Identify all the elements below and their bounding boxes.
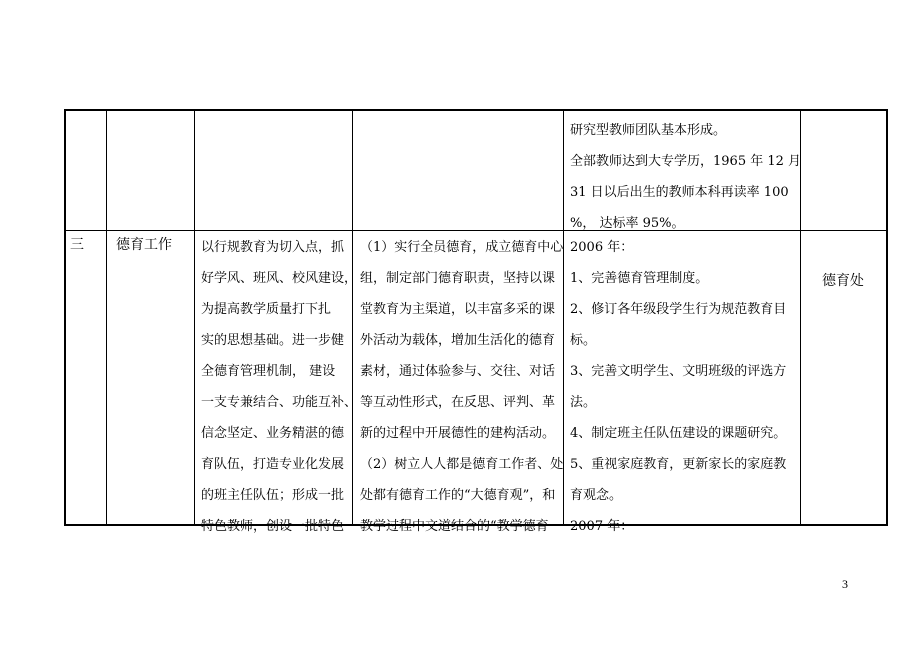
text-line: 等互动性形式，在反思、评判、革 <box>360 395 556 410</box>
text-line: 研究型教师团队基本形成。 <box>570 123 727 138</box>
text-line: 31 日以后出生的教师本科再读率 100 <box>570 185 789 200</box>
row-number: 三 <box>70 237 84 253</box>
text-line: 以行规教育为切入点，抓 <box>201 240 345 255</box>
text-line: 3、完善文明学生、文明班级的评选方 <box>570 364 787 379</box>
text-line: 组，制定部门德育职责，坚持以课 <box>360 271 556 286</box>
text-line: %， 达标率 95%。 <box>570 216 685 231</box>
text-line: 2006 年： <box>570 240 634 255</box>
text-line: 新的过程中开展德性的建构活动。 <box>360 426 556 441</box>
text-line: 信念坚定、业务精湛的德 <box>201 426 345 441</box>
text-line: 全德育管理机制， 建设 <box>201 364 336 379</box>
measure-cell <box>360 238 563 548</box>
text-line: 法。 <box>570 395 597 410</box>
progress-cell <box>570 238 786 548</box>
text-line: 4、制定班主任队伍建设的课题研究。 <box>570 426 787 441</box>
text-line: 5、重视家庭教育，更新家长的家庭教 <box>570 457 787 472</box>
text-line: （2）树立人人都是德育工作者、处 <box>360 457 564 472</box>
row-item-title: 德育工作 <box>116 237 172 253</box>
text-line: 标。 <box>570 333 597 348</box>
text-line: 素材，通过体验参与、交往、对话 <box>360 364 556 379</box>
text-line: 的班主任队伍；形成一批 <box>201 488 345 503</box>
text-line: （1）实行全员德育，成立德育中心 <box>360 240 564 255</box>
text-line: 实的思想基础。进一步健 <box>201 333 345 348</box>
text-line: 处都有德育工作的“大德育观”，和 <box>360 488 556 503</box>
col-border-6 <box>886 109 888 526</box>
text-line: 好学风、班风、校风建设， <box>201 271 358 286</box>
col-border-2 <box>194 109 195 526</box>
responsible-dept: 德育处 <box>822 273 864 289</box>
text-line: 2007 年： <box>570 519 634 534</box>
text-line: 特色教师，创设一批特色 <box>201 519 345 534</box>
table-top-border <box>64 109 888 111</box>
text-line: 一支专兼结合、功能互补、 <box>201 395 358 410</box>
text-line: 2、修订各年级段学生行为规范教育目 <box>570 302 787 317</box>
text-line: 育队伍，打造专业化发展 <box>201 457 345 472</box>
text-line: 堂教育为主渠道，以丰富多采的课 <box>360 302 556 317</box>
text-line: 育观念。 <box>570 488 623 503</box>
text-line: 全部教师达到大专学历，1965 年 12 月 <box>570 154 802 169</box>
text-line: 1、完善德育管理制度。 <box>570 271 709 286</box>
text-line: 外活动为载体，增加生活化的德育 <box>360 333 556 348</box>
goal-cell <box>201 238 357 548</box>
continued-progress-cell <box>570 121 801 245</box>
page-number: 3 <box>842 577 848 591</box>
col-border-1 <box>106 109 107 526</box>
col-border-0 <box>64 109 66 526</box>
text-line: 为提高教学质量打下扎 <box>201 302 332 317</box>
text-line: 教学过程中文道结合的“教学德育 <box>360 519 549 534</box>
